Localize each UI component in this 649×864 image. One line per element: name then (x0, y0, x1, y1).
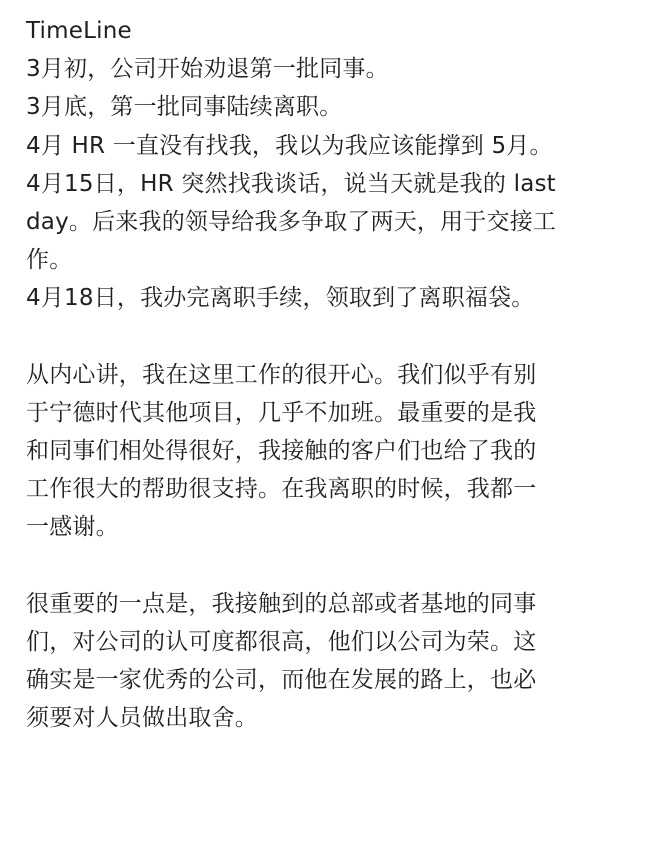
paragraph-line: 确实是一家优秀的公司，而他在发展的路上，也必 (26, 667, 537, 694)
paragraph-line: 很重要的一点是，我接触到的总部或者基地的同事 (26, 590, 537, 617)
document-body (26, 12, 636, 738)
timeline-line: 作。 (26, 247, 73, 274)
paragraph-feelings (26, 356, 636, 547)
timeline-line: 3月初，公司开始劝退第一批同事。 (26, 56, 389, 83)
paragraph-spacer (26, 318, 636, 356)
paragraph-line: 们，对公司的认可度都很高，他们以公司为荣。这 (26, 629, 537, 655)
timeline-section (26, 50, 636, 317)
timeline-line: 4月 HR 一直没有找我，我以为我应该能撑到 5月。 (26, 132, 553, 159)
paragraph-line: 一感谢。 (26, 514, 119, 541)
timeline-line: 4月15日，HR 突然找我谈话，说当天就是我的 last (26, 170, 556, 197)
timeline-line: day。后来我的领导给我多争取了两天，用于交接工 (26, 208, 557, 235)
paragraph-line: 和同事们相处得很好，我接触的客户们也给了我的 (26, 438, 537, 465)
paragraph-line: 工作很大的帮助很支持。在我离职的时候，我都一 (26, 476, 537, 503)
timeline-line: 4月18日，我办完离职手续，领取到了离职福袋。 (26, 285, 535, 312)
paragraph-line: 须要对人员做出取舍。 (26, 705, 258, 732)
paragraph-line: 于宁德时代其他项目，几乎不加班。最重要的是我 (26, 399, 537, 426)
paragraph-spacer (26, 547, 636, 585)
paragraph-line: 从内心讲，我在这里工作的很开心。我们似乎有别 (26, 361, 537, 388)
timeline-line: 3月底，第一批同事陆续离职。 (26, 94, 343, 121)
document-title: TimeLine (26, 18, 132, 44)
paragraph-company (26, 585, 636, 738)
